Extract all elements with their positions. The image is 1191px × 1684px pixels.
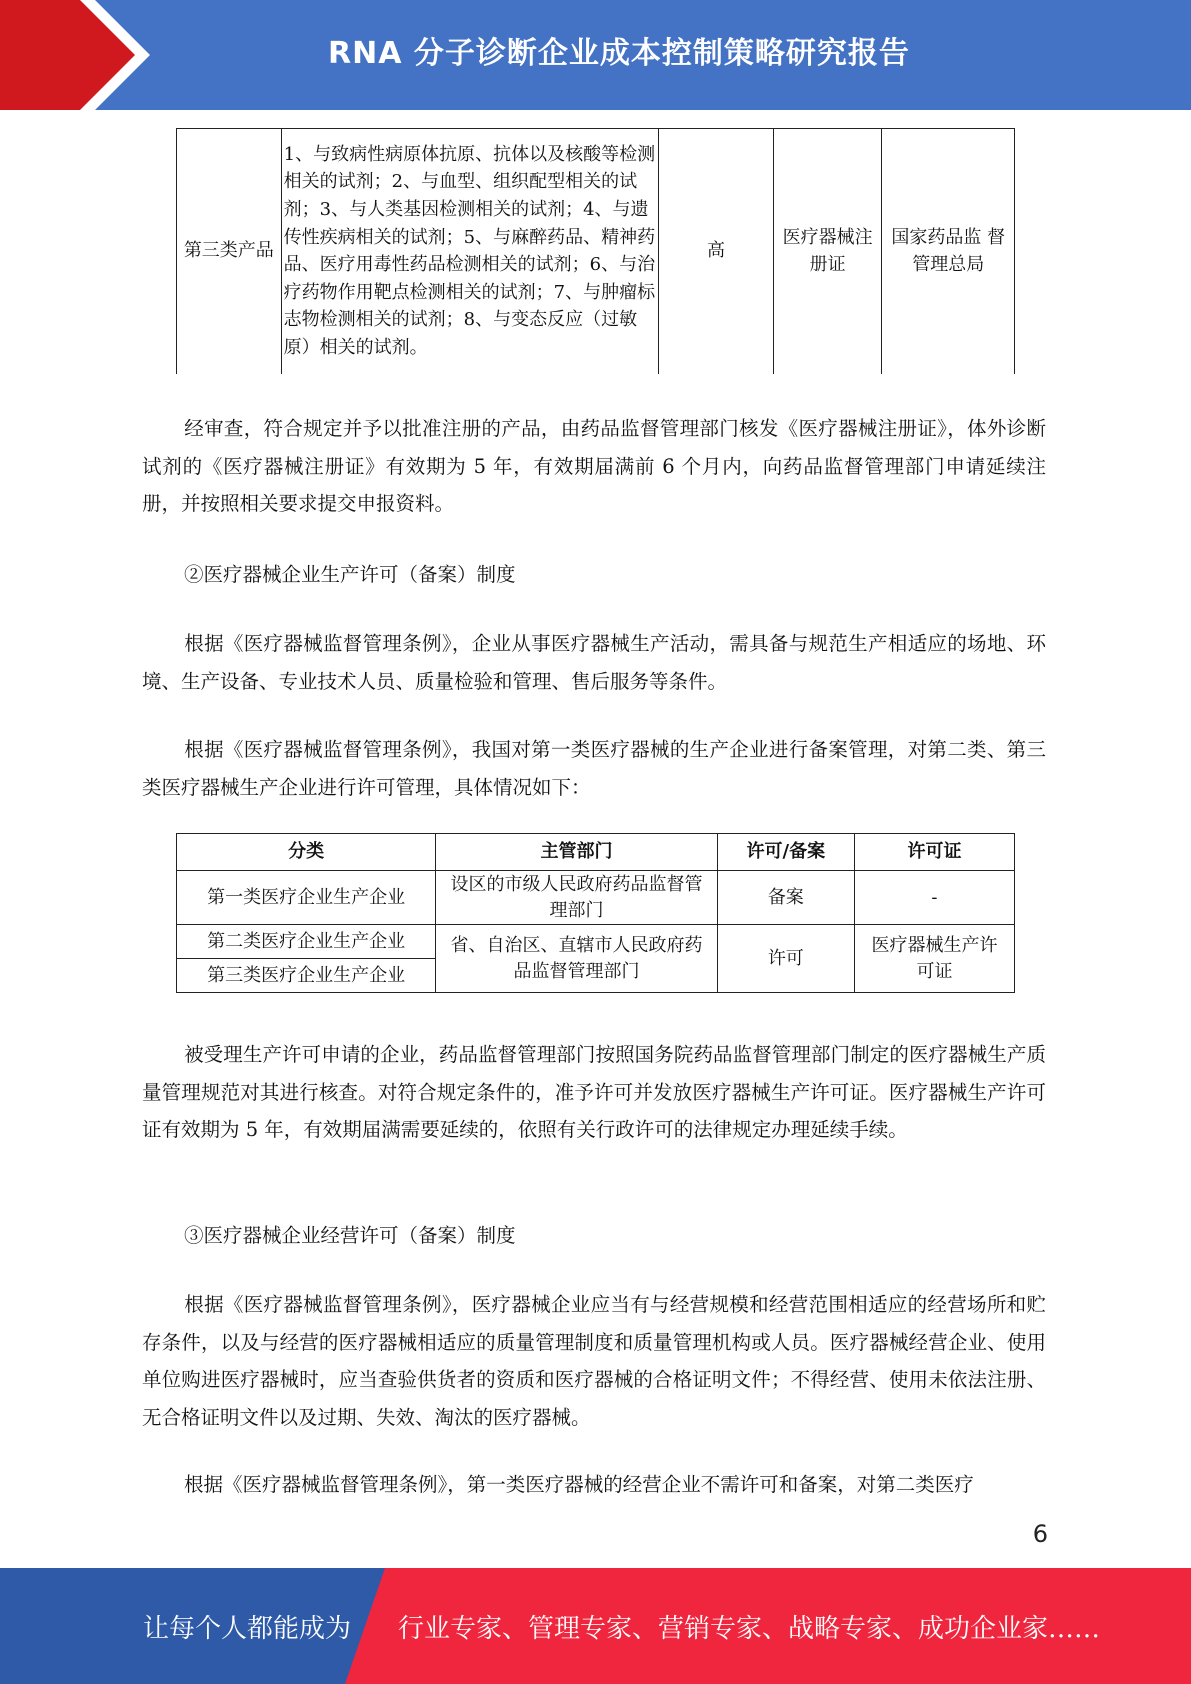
production-license-table [176, 833, 1015, 993]
section-heading-production: ②医疗器械企业生产许可（备案）制度 [184, 563, 516, 586]
section-heading-operation: ③医疗器械企业经营许可（备案）制度 [184, 1224, 516, 1247]
paragraph-registration [142, 410, 1046, 523]
paragraph-operation-management [142, 1466, 1046, 1504]
paragraph-operation-conditions [142, 1286, 1046, 1436]
paragraph-text: 被受理生产许可申请的企业，药品监督管理部门按照国务院药品监督管理部门制定的医疗器械生产质量管理规范对其进行核查。对符合规定条件的，准予许可并发放医疗器械生产许可证。医疗器械生产许可证有效期为 5 年，有效期届满需要延续的，依照有关行政许可的法律规定办理延续手续。 [142, 1043, 1046, 1141]
paragraph-text: 根据《医疗器械监督管理条例》，第一类医疗器械的经营企业不需许可和备案，对第二类医疗 [184, 1473, 974, 1496]
product-class-table [176, 128, 1015, 374]
table-header-row [177, 834, 1015, 871]
table-cell: 许可 [717, 925, 854, 993]
table-cell: 第一类医疗企业生产企业 [177, 871, 436, 925]
table-cell-description: 1、与致病性病原体抗原、抗体以及核酸等检测相关的试剂；2、与血型、组织配型相关的试剂；3、与人类基因检测相关的试剂；4、与遗传性疾病相关的试剂；5、与麻醉药品、精神药品、医疗用毒性药品检测相关的试剂；6、与治疗药物作用靶点检测相关的试剂；7、与肿瘤标志物检测相关的试剂；8、与变态反应（过敏原）相关的试剂。 [281, 129, 659, 374]
table-cell: - [854, 871, 1014, 925]
table-row [177, 129, 1015, 374]
table-cell: 省、自治区、直辖市人民政府药品监督管理部门 [436, 925, 717, 993]
table-cell: 第三类医疗企业生产企业 [177, 959, 436, 993]
table-cell-license: 医疗器械注册证 [773, 129, 882, 374]
table-cell: 备案 [717, 871, 854, 925]
paragraph-production-conditions [142, 625, 1046, 700]
table-cell: 第二类医疗企业生产企业 [177, 925, 436, 959]
paragraph-license-review [142, 1036, 1046, 1149]
page-header [0, 0, 1191, 110]
page-number: 6 [1032, 1520, 1048, 1548]
paragraph-text: 根据《医疗器械监督管理条例》，我国对第一类医疗器械的生产企业进行备案管理，对第二类、第三类医疗器械生产企业进行许可管理，具体情况如下： [142, 738, 1046, 799]
column-header: 主管部门 [436, 834, 717, 871]
table-cell: 设区的市级人民政府药品监督管理部门 [436, 871, 717, 925]
paragraph-text: 经审查，符合规定并予以批准注册的产品，由药品监督管理部门核发《医疗器械注册证》，体外诊断试剂的《医疗器械注册证》有效期为 5 年，有效期届满前 6 个月内，向药品监督管理部门申请延续注册，并按照相关要求提交申报资料。 [142, 417, 1046, 515]
paragraph-text: 根据《医疗器械监督管理条例》，企业从事医疗器械生产活动，需具备与规范生产相适应的场地、环境、生产设备、专业技术人员、质量检验和管理、售后服务等条件。 [142, 632, 1046, 693]
paragraph-production-management [142, 731, 1046, 806]
table-cell-authority: 国家药品监 督管理总局 [882, 129, 1015, 374]
page-footer [0, 1568, 1191, 1684]
chevron-logo-icon [0, 0, 160, 110]
table-row [177, 925, 1015, 959]
footer-slogan-left: 让每个人都能成为 [143, 1614, 352, 1644]
table-row [177, 871, 1015, 925]
report-title: RNA 分子诊断企业成本控制策略研究报告 [328, 36, 910, 71]
table-cell: 医疗器械生产许可证 [854, 925, 1014, 993]
table-cell-risk: 高 [659, 129, 774, 374]
column-header: 许可/备案 [717, 834, 854, 871]
column-header: 分类 [177, 834, 436, 871]
column-header: 许可证 [854, 834, 1014, 871]
footer-slogan-right: 行业专家、管理专家、营销专家、战略专家、成功企业家…… [398, 1614, 1101, 1644]
paragraph-text: 根据《医疗器械监督管理条例》，医疗器械企业应当有与经营规模和经营范围相适应的经营场所和贮存条件，以及与经营的医疗器械相适应的质量管理制度和质量管理机构或人员。医疗器械经营企业、使用单位购进医疗器械时，应当查验供货者的资质和医疗器械的合格证明文件；不得经营、使用未依法注册、无合格证明文件以及过期、失效、淘汰的医疗器械。 [142, 1293, 1046, 1429]
table-cell-category: 第三类产品 [177, 129, 282, 374]
